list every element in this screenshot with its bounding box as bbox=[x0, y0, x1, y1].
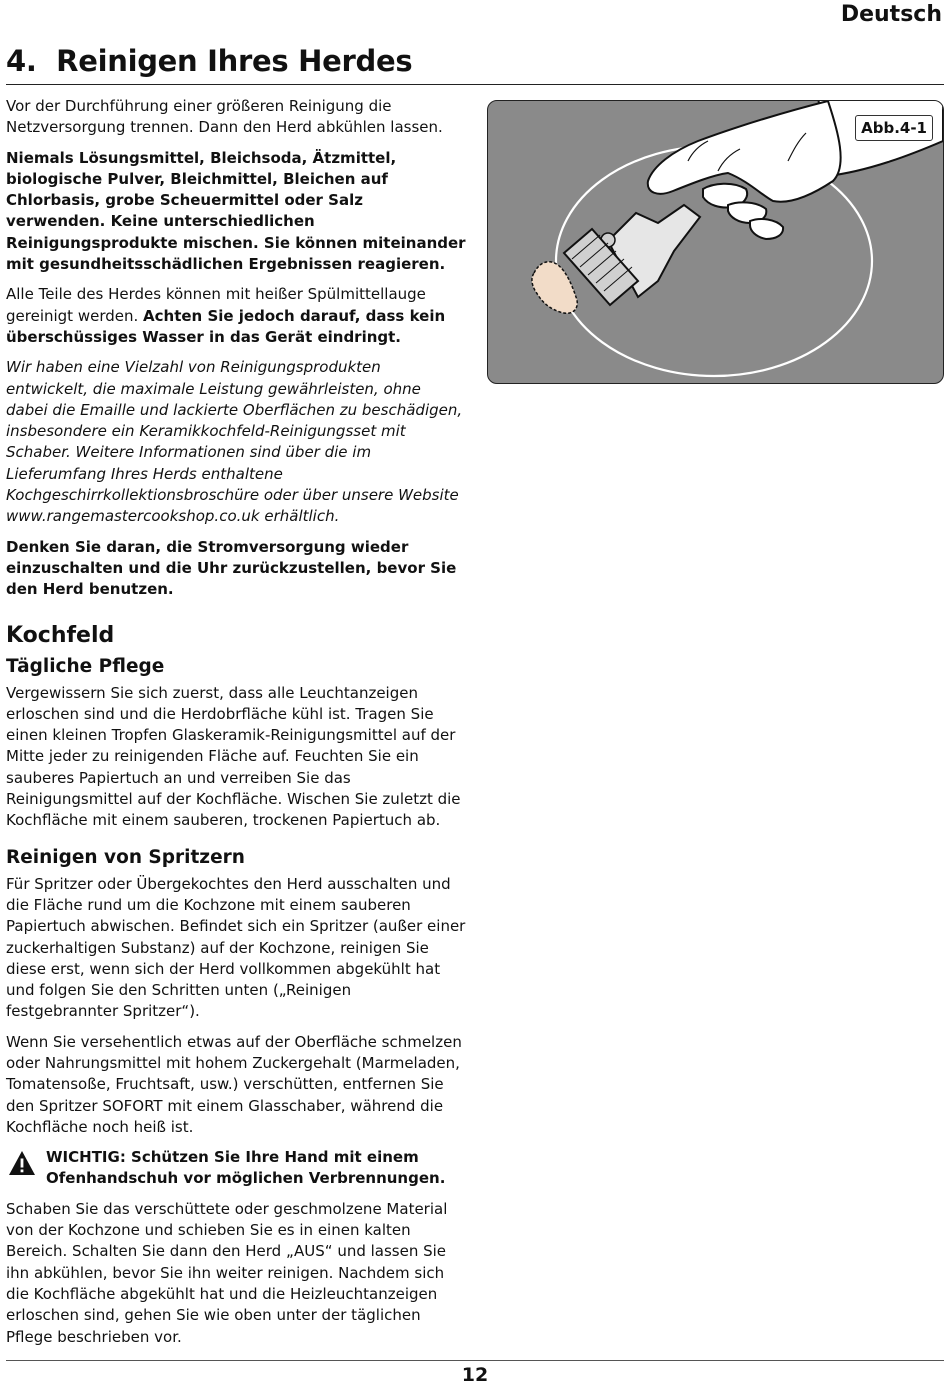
main-column bbox=[6, 96, 466, 1357]
title-divider bbox=[6, 84, 944, 85]
figure-hob-scraper bbox=[487, 100, 944, 384]
footer-divider bbox=[6, 1360, 944, 1361]
language-label: Deutsch bbox=[840, 2, 942, 27]
intro-products-paragraph: Wir haben eine Vielzahl von Reinigungsprodukten entwickelt, die maximale Leistung gewährleisten, ohne dabei die Emaille und lackierte Oberflächen zu beschädigen, insbesondere ein Keramikkochfeld-Reinigungsset mit Schaber. Weitere Informationen sind über die im Lieferumfang Ihres Herds enthaltene Kochgeschirrkollektionsbroschüre oder über unsere Website www.rangemastercookshop.co.uk erhältlich. bbox=[6, 358, 463, 526]
hand-with-scraper-illustration bbox=[488, 101, 943, 383]
page-title: 4. Reinigen Ihres Herdes bbox=[6, 44, 413, 78]
intro-p3-text: Alle Teile des Herdes können mit heißer Spülmittellauge gereinigt werden. bbox=[6, 285, 426, 325]
subheading-spills: Reinigen von Spritzern bbox=[6, 846, 245, 868]
figure-label: Abb.4-1 bbox=[855, 115, 933, 141]
section-heading-kochfeld: Kochfeld bbox=[6, 622, 115, 648]
page-number: 12 bbox=[461, 1364, 489, 1386]
intro-paragraph-3 bbox=[6, 284, 466, 348]
spills-paragraph-3: Schaben Sie das verschüttete oder geschmolzene Material von der Kochzone und schieben Sie es in einen kalten Bereich. Schalten Sie dann den Herd „AUS“ und lassen Sie ihn abkühlen, bevor Sie ihn weiter reinigen. Nachdem sich die Kochfläche abgekühlt hat und die Heizleuchtanzeigen erloschen sind, gehen Sie wie oben unter der täglichen Pflege beschrieben vor. bbox=[6, 1199, 448, 1346]
spills-paragraph-2: Wenn Sie versehentlich etwas auf der Oberfläche schmelzen oder Nahrungsmittel mit hohem Zuckergehalt (Marmeladen, Tomatensoße, Fruchtsaft, usw.) verschütten, entfernen Sie den Spritzer SOFORT mit einem Glasschaber, während die Kochfläche noch heiß ist. bbox=[6, 1032, 462, 1136]
subheading-daily-care: Tägliche Pflege bbox=[6, 655, 165, 677]
daily-care-paragraph: Vergewissern Sie sich zuerst, dass alle Leuchtanzeigen erloschen sind und die Herdobrfläche kühl ist. Tragen Sie einen kleinen Tropfen Glaskeramik-Reinigungsmittel auf der Mitte jeder zu reinigenden Fläche auf. Feuchten Sie ein sauberes Papiertuch an und verreiben Sie das Reinigungsmittel auf der Kochfläche. Wischen Sie zuletzt die Kochfläche mit einem sauberen, trockenen Papiertuch ab. bbox=[6, 683, 461, 830]
intro-warning-paragraph: Niemals Lösungsmittel, Bleichsoda, Ätzmittel, biologische Pulver, Bleichmittel, Bleichen auf Chlorbasis, grobe Scheuermittel oder Salz verwenden. Keine unterschiedlichen Reinigungsprodukte mischen. Sie können miteinander mit gesundheitsschädlichen Ergebnissen reagieren. bbox=[6, 148, 466, 274]
warning-triangle-icon bbox=[8, 1150, 36, 1176]
intro-paragraph-1: Vor der Durchführung einer größeren Reinigung die Netzversorgung trennen. Dann den Herd abkühlen lassen. bbox=[6, 97, 443, 137]
warning-notice bbox=[6, 1147, 466, 1190]
spills-paragraph-1: Für Spritzer oder Übergekochtes den Herd ausschalten und die Fläche rund um die Kochzone mit einem sauberen Papiertuch abwischen. Befindet sich ein Spritzer (außer einer zuckerhaltigen Substanz) auf der Kochzone, reinigen Sie diese erst, wenn sich der Herd vollkommen abgekühlt hat und folgen Sie den Schritten unten („Reinigen festgebrannter Spritzer“). bbox=[6, 874, 466, 1021]
warning-text: WICHTIG: Schützen Sie Ihre Hand mit einem Ofenhandschuh vor möglichen Verbrennungen. bbox=[46, 1148, 446, 1188]
intro-reminder-paragraph: Denken Sie daran, die Stromversorgung wieder einzuschalten und die Uhr zurückzustellen, bevor Sie den Herd benutzen. bbox=[6, 537, 457, 599]
intro-p3-bold-text: Achten Sie jedoch darauf, dass kein überschüssiges Wasser in das Gerät eindringt. bbox=[6, 306, 446, 346]
